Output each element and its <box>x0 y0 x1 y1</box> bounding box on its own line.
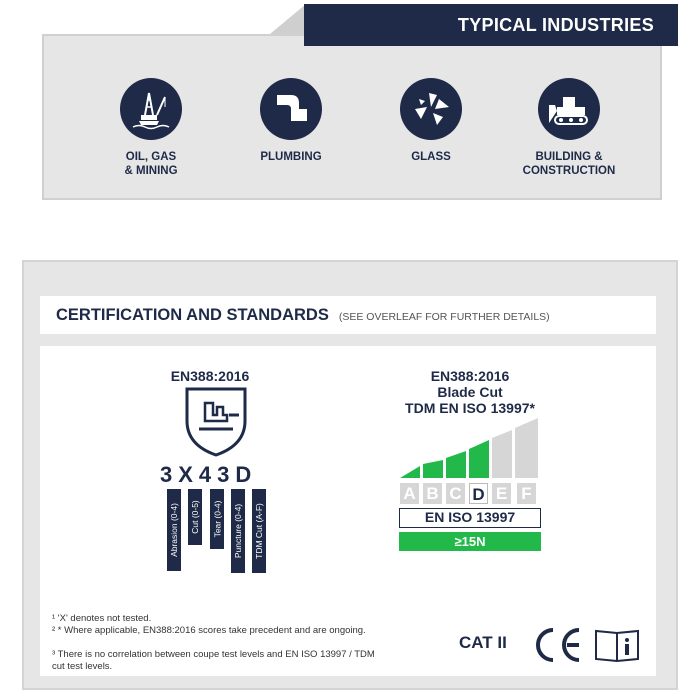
industry-label: PLUMBING <box>260 151 322 163</box>
oil-rig-icon <box>120 78 182 140</box>
industry-label: GLASS <box>411 151 451 163</box>
industries-heading-tab <box>304 4 678 46</box>
pipe-icon <box>260 78 322 140</box>
cut-level-e: E <box>492 483 511 504</box>
note-1: ¹ 'X' denotes not tested. <box>52 613 152 624</box>
cut-level-f: F <box>517 483 536 504</box>
blade-title-1: EN388:2016 <box>430 368 510 384</box>
cut-force-box: ≥15N <box>399 532 541 551</box>
industry-label: BUILDING & CONSTRUCTION <box>522 151 616 177</box>
cut-level-d: D <box>469 483 488 504</box>
label-tear: Tear (0-4) <box>210 489 224 549</box>
category-label: CAT II <box>459 633 507 652</box>
note-2: ² * Where applicable, EN388:2016 scores take precedent and are ongoing. <box>52 625 366 636</box>
note-3: ³ There is no correlation between coupe test levels and EN ISO 13997 / TDM cut test levels. <box>52 649 375 672</box>
blade-title-3: TDM EN ISO 13997* <box>405 400 535 416</box>
cut-level-a: A <box>400 483 419 504</box>
en388-title: EN388:2016 <box>170 368 250 384</box>
label-tdm-cut: TDM Cut (A-F) <box>252 489 266 573</box>
cut-level-c: C <box>446 483 465 504</box>
en388-shield-icon <box>183 385 249 457</box>
en388-score: 3X43D <box>160 462 258 487</box>
label-cut: Cut (0-5) <box>188 489 202 545</box>
industry-building-construction <box>499 78 639 178</box>
industries-heading: TYPICAL INDUSTRIES <box>457 14 654 35</box>
industry-oil-gas-mining <box>81 78 221 178</box>
label-abrasion: Abrasion (0-4) <box>167 489 181 571</box>
cut-level-b: B <box>423 483 442 504</box>
certification-subtitle: (SEE OVERLEAF FOR FURTHER DETAILS) <box>338 310 550 323</box>
broken-glass-icon <box>400 78 462 140</box>
ce-mark-icon <box>533 626 585 664</box>
info-book-icon <box>594 627 640 663</box>
industries-tab-corner <box>270 4 306 34</box>
certification-title: CERTIFICATION AND STANDARDS <box>56 305 329 324</box>
bulldozer-icon <box>538 78 600 140</box>
iso-standard-box: EN ISO 13997 <box>399 508 541 528</box>
industry-glass <box>361 78 501 164</box>
cut-level-ramp <box>398 416 544 480</box>
industry-plumbing <box>221 78 361 164</box>
blade-title-2: Blade Cut <box>437 384 503 400</box>
industry-label: OIL, GAS & MINING <box>124 151 178 177</box>
label-puncture: Puncture (0-4) <box>231 489 245 573</box>
certification-header <box>40 296 656 334</box>
